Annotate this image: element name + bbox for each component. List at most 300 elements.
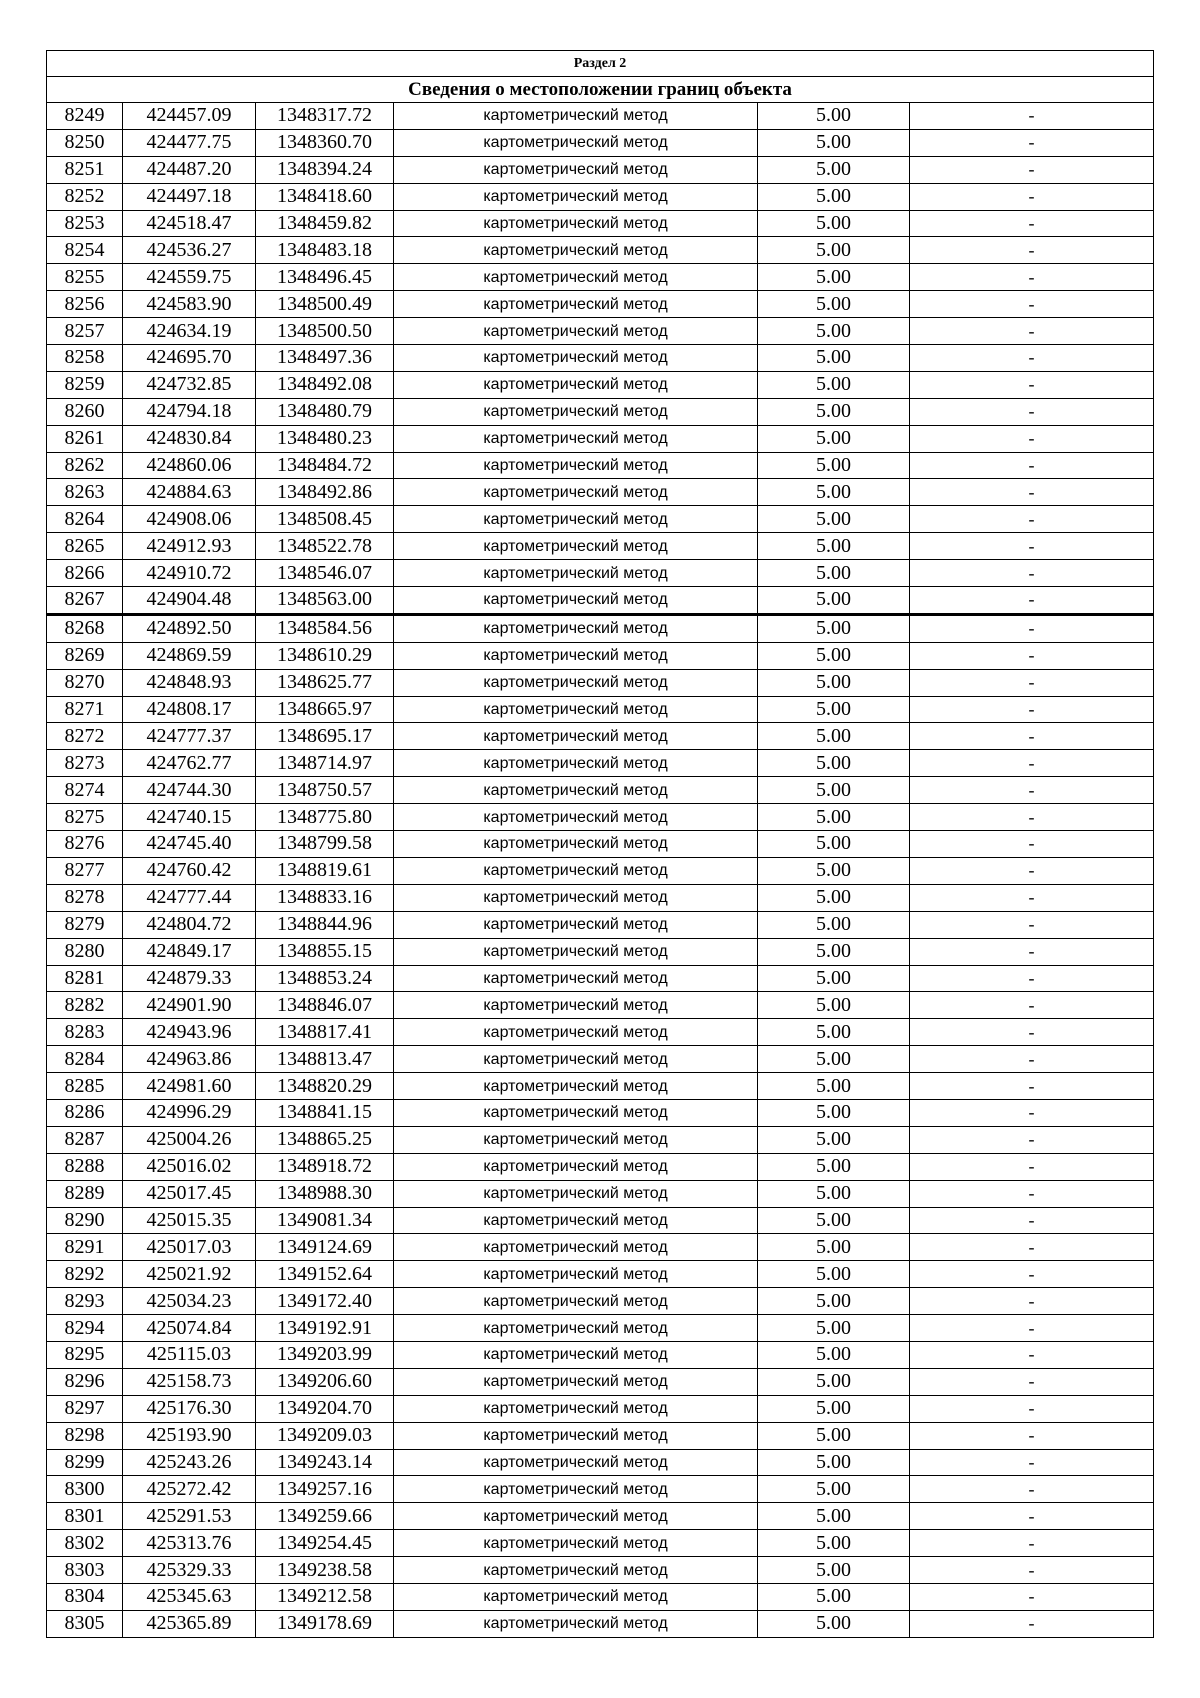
y-coordinate-cell: 1349124.69 [256, 1234, 394, 1261]
y-coordinate-cell: 1348988.30 [256, 1180, 394, 1207]
accuracy-cell: 5.00 [758, 103, 910, 130]
accuracy-cell: 5.00 [758, 831, 910, 858]
point-number-cell: 8304 [47, 1583, 123, 1610]
method-cell: картометрический метод [394, 1610, 758, 1637]
description-cell: - [910, 1046, 1154, 1073]
point-number-cell: 8265 [47, 533, 123, 560]
table-body [47, 103, 1154, 1638]
method-cell: картометрический метод [394, 1476, 758, 1503]
x-coordinate-cell: 425176.30 [123, 1395, 256, 1422]
method-cell: картометрический метод [394, 587, 758, 615]
description-cell: - [910, 479, 1154, 506]
table-row [47, 210, 1154, 237]
accuracy-cell: 5.00 [758, 560, 910, 587]
point-number-cell: 8266 [47, 560, 123, 587]
method-cell: картометрический метод [394, 318, 758, 345]
y-coordinate-cell: 1348813.47 [256, 1046, 394, 1073]
table-row [47, 1073, 1154, 1100]
point-number-cell: 8280 [47, 938, 123, 965]
method-cell: картометрический метод [394, 1073, 758, 1100]
description-cell: - [910, 560, 1154, 587]
table-row [47, 371, 1154, 398]
x-coordinate-cell: 425074.84 [123, 1315, 256, 1342]
description-cell: - [910, 1207, 1154, 1234]
description-cell: - [910, 669, 1154, 696]
x-coordinate-cell: 424760.42 [123, 857, 256, 884]
point-number-cell: 8297 [47, 1395, 123, 1422]
description-cell: - [910, 911, 1154, 938]
method-cell: картометрический метод [394, 1288, 758, 1315]
y-coordinate-cell: 1348563.00 [256, 587, 394, 615]
table-title: Сведения о местоположении границ объекта [47, 77, 1154, 103]
description-cell: - [910, 1476, 1154, 1503]
y-coordinate-cell: 1348853.24 [256, 965, 394, 992]
point-number-cell: 8263 [47, 479, 123, 506]
point-number-cell: 8254 [47, 237, 123, 264]
point-number-cell: 8260 [47, 398, 123, 425]
y-coordinate-cell: 1349212.58 [256, 1583, 394, 1610]
description-cell: - [910, 1610, 1154, 1637]
point-number-cell: 8289 [47, 1180, 123, 1207]
point-number-cell: 8274 [47, 777, 123, 804]
point-number-cell: 8302 [47, 1530, 123, 1557]
x-coordinate-cell: 424536.27 [123, 237, 256, 264]
accuracy-cell: 5.00 [758, 1288, 910, 1315]
method-cell: картометрический метод [394, 398, 758, 425]
method-cell: картометрический метод [394, 452, 758, 479]
x-coordinate-cell: 425291.53 [123, 1503, 256, 1530]
description-cell: - [910, 1583, 1154, 1610]
accuracy-cell: 5.00 [758, 1099, 910, 1126]
y-coordinate-cell: 1348496.45 [256, 264, 394, 291]
accuracy-cell: 5.00 [758, 669, 910, 696]
point-number-cell: 8271 [47, 696, 123, 723]
y-coordinate-cell: 1348480.79 [256, 398, 394, 425]
accuracy-cell: 5.00 [758, 371, 910, 398]
method-cell: картометрический метод [394, 425, 758, 452]
description-cell: - [910, 1153, 1154, 1180]
x-coordinate-cell: 425016.02 [123, 1153, 256, 1180]
accuracy-cell: 5.00 [758, 1610, 910, 1637]
method-cell: картометрический метод [394, 533, 758, 560]
method-cell: картометрический метод [394, 1180, 758, 1207]
y-coordinate-cell: 1349257.16 [256, 1476, 394, 1503]
table-row [47, 1395, 1154, 1422]
method-cell: картометрический метод [394, 264, 758, 291]
x-coordinate-cell: 424963.86 [123, 1046, 256, 1073]
method-cell: картометрический метод [394, 938, 758, 965]
accuracy-cell: 5.00 [758, 291, 910, 318]
accuracy-cell: 5.00 [758, 642, 910, 669]
method-cell: картометрический метод [394, 1126, 758, 1153]
description-cell: - [910, 210, 1154, 237]
description-cell: - [910, 1099, 1154, 1126]
y-coordinate-cell: 1348480.23 [256, 425, 394, 452]
table-row [47, 1315, 1154, 1342]
x-coordinate-cell: 424804.72 [123, 911, 256, 938]
description-cell: - [910, 156, 1154, 183]
accuracy-cell: 5.00 [758, 210, 910, 237]
point-number-cell: 8282 [47, 992, 123, 1019]
accuracy-cell: 5.00 [758, 318, 910, 345]
point-number-cell: 8268 [47, 614, 123, 642]
description-cell: - [910, 1557, 1154, 1584]
x-coordinate-cell: 424879.33 [123, 965, 256, 992]
x-coordinate-cell: 424912.93 [123, 533, 256, 560]
x-coordinate-cell: 425345.63 [123, 1583, 256, 1610]
y-coordinate-cell: 1349152.64 [256, 1261, 394, 1288]
y-coordinate-cell: 1348394.24 [256, 156, 394, 183]
description-cell: - [910, 1073, 1154, 1100]
y-coordinate-cell: 1348695.17 [256, 723, 394, 750]
accuracy-cell: 5.00 [758, 750, 910, 777]
description-cell: - [910, 183, 1154, 210]
table-row [47, 264, 1154, 291]
method-cell: картометрический метод [394, 1046, 758, 1073]
table-row [47, 398, 1154, 425]
accuracy-cell: 5.00 [758, 1046, 910, 1073]
x-coordinate-cell: 424477.75 [123, 129, 256, 156]
table-row [47, 857, 1154, 884]
method-cell: картометрический метод [394, 1557, 758, 1584]
description-cell: - [910, 614, 1154, 642]
point-number-cell: 8270 [47, 669, 123, 696]
y-coordinate-cell: 1348484.72 [256, 452, 394, 479]
y-coordinate-cell: 1349178.69 [256, 1610, 394, 1637]
method-cell: картометрический метод [394, 129, 758, 156]
table-row [47, 1234, 1154, 1261]
y-coordinate-cell: 1349203.99 [256, 1341, 394, 1368]
point-number-cell: 8275 [47, 804, 123, 831]
description-cell: - [910, 1341, 1154, 1368]
point-number-cell: 8293 [47, 1288, 123, 1315]
x-coordinate-cell: 424794.18 [123, 398, 256, 425]
method-cell: картометрический метод [394, 1395, 758, 1422]
accuracy-cell: 5.00 [758, 237, 910, 264]
description-cell: - [910, 1288, 1154, 1315]
x-coordinate-cell: 424808.17 [123, 696, 256, 723]
y-coordinate-cell: 1348492.86 [256, 479, 394, 506]
accuracy-cell: 5.00 [758, 1476, 910, 1503]
description-cell: - [910, 264, 1154, 291]
y-coordinate-cell: 1348497.36 [256, 345, 394, 372]
point-number-cell: 8249 [47, 103, 123, 130]
accuracy-cell: 5.00 [758, 156, 910, 183]
x-coordinate-cell: 424830.84 [123, 425, 256, 452]
accuracy-cell: 5.00 [758, 479, 910, 506]
table-row [47, 831, 1154, 858]
method-cell: картометрический метод [394, 156, 758, 183]
x-coordinate-cell: 425313.76 [123, 1530, 256, 1557]
point-number-cell: 8286 [47, 1099, 123, 1126]
y-coordinate-cell: 1348775.80 [256, 804, 394, 831]
accuracy-cell: 5.00 [758, 1503, 910, 1530]
x-coordinate-cell: 424518.47 [123, 210, 256, 237]
method-cell: картометрический метод [394, 237, 758, 264]
accuracy-cell: 5.00 [758, 884, 910, 911]
x-coordinate-cell: 425021.92 [123, 1261, 256, 1288]
table-row [47, 1449, 1154, 1476]
point-number-cell: 8279 [47, 911, 123, 938]
table-row [47, 642, 1154, 669]
method-cell: картометрический метод [394, 831, 758, 858]
description-cell: - [910, 696, 1154, 723]
method-cell: картометрический метод [394, 804, 758, 831]
description-cell: - [910, 452, 1154, 479]
point-number-cell: 8253 [47, 210, 123, 237]
method-cell: картометрический метод [394, 1234, 758, 1261]
description-cell: - [910, 1449, 1154, 1476]
table-row [47, 318, 1154, 345]
description-cell: - [910, 371, 1154, 398]
y-coordinate-cell: 1348844.96 [256, 911, 394, 938]
x-coordinate-cell: 424884.63 [123, 479, 256, 506]
x-coordinate-cell: 425034.23 [123, 1288, 256, 1315]
point-number-cell: 8288 [47, 1153, 123, 1180]
method-cell: картометрический метод [394, 210, 758, 237]
accuracy-cell: 5.00 [758, 1530, 910, 1557]
accuracy-cell: 5.00 [758, 1234, 910, 1261]
table-row [47, 965, 1154, 992]
x-coordinate-cell: 424457.09 [123, 103, 256, 130]
y-coordinate-cell: 1348508.45 [256, 506, 394, 533]
method-cell: картометрический метод [394, 723, 758, 750]
accuracy-cell: 5.00 [758, 506, 910, 533]
description-cell: - [910, 1315, 1154, 1342]
accuracy-cell: 5.00 [758, 533, 910, 560]
table-row [47, 1530, 1154, 1557]
point-number-cell: 8257 [47, 318, 123, 345]
accuracy-cell: 5.00 [758, 696, 910, 723]
x-coordinate-cell: 425158.73 [123, 1368, 256, 1395]
y-coordinate-cell: 1348317.72 [256, 103, 394, 130]
description-cell: - [910, 1368, 1154, 1395]
y-coordinate-cell: 1348714.97 [256, 750, 394, 777]
accuracy-cell: 5.00 [758, 264, 910, 291]
description-cell: - [910, 1261, 1154, 1288]
table-row [47, 1180, 1154, 1207]
x-coordinate-cell: 424740.15 [123, 804, 256, 831]
x-coordinate-cell: 424777.37 [123, 723, 256, 750]
table-row [47, 1583, 1154, 1610]
point-number-cell: 8281 [47, 965, 123, 992]
description-cell: - [910, 1180, 1154, 1207]
table-row [47, 992, 1154, 1019]
table-row [47, 425, 1154, 452]
table-row [47, 1019, 1154, 1046]
accuracy-cell: 5.00 [758, 398, 910, 425]
coordinates-table [46, 50, 1154, 1638]
y-coordinate-cell: 1348584.56 [256, 614, 394, 642]
method-cell: картометрический метод [394, 777, 758, 804]
accuracy-cell: 5.00 [758, 857, 910, 884]
x-coordinate-cell: 424908.06 [123, 506, 256, 533]
point-number-cell: 8250 [47, 129, 123, 156]
y-coordinate-cell: 1348459.82 [256, 210, 394, 237]
description-cell: - [910, 1126, 1154, 1153]
table-row [47, 506, 1154, 533]
method-cell: картометрический метод [394, 1341, 758, 1368]
point-number-cell: 8294 [47, 1315, 123, 1342]
table-row [47, 696, 1154, 723]
y-coordinate-cell: 1348492.08 [256, 371, 394, 398]
method-cell: картометрический метод [394, 750, 758, 777]
method-cell: картометрический метод [394, 291, 758, 318]
table-row [47, 1099, 1154, 1126]
table-row [47, 1557, 1154, 1584]
accuracy-cell: 5.00 [758, 1422, 910, 1449]
method-cell: картометрический метод [394, 669, 758, 696]
table-row [47, 938, 1154, 965]
point-number-cell: 8290 [47, 1207, 123, 1234]
y-coordinate-cell: 1348500.50 [256, 318, 394, 345]
method-cell: картометрический метод [394, 965, 758, 992]
x-coordinate-cell: 424848.93 [123, 669, 256, 696]
table-row [47, 452, 1154, 479]
y-coordinate-cell: 1348918.72 [256, 1153, 394, 1180]
method-cell: картометрический метод [394, 1153, 758, 1180]
method-cell: картометрический метод [394, 1315, 758, 1342]
x-coordinate-cell: 424777.44 [123, 884, 256, 911]
table-row [47, 1126, 1154, 1153]
point-number-cell: 8272 [47, 723, 123, 750]
y-coordinate-cell: 1348846.07 [256, 992, 394, 1019]
method-cell: картометрический метод [394, 696, 758, 723]
point-number-cell: 8264 [47, 506, 123, 533]
section-heading: Раздел 2 [47, 51, 1154, 77]
accuracy-cell: 5.00 [758, 1368, 910, 1395]
point-number-cell: 8284 [47, 1046, 123, 1073]
y-coordinate-cell: 1349206.60 [256, 1368, 394, 1395]
accuracy-cell: 5.00 [758, 425, 910, 452]
x-coordinate-cell: 424732.85 [123, 371, 256, 398]
point-number-cell: 8252 [47, 183, 123, 210]
method-cell: картометрический метод [394, 371, 758, 398]
accuracy-cell: 5.00 [758, 1207, 910, 1234]
description-cell: - [910, 777, 1154, 804]
description-cell: - [910, 237, 1154, 264]
y-coordinate-cell: 1349238.58 [256, 1557, 394, 1584]
method-cell: картометрический метод [394, 1099, 758, 1126]
x-coordinate-cell: 424583.90 [123, 291, 256, 318]
table-row [47, 750, 1154, 777]
table-row [47, 614, 1154, 642]
table-row [47, 1476, 1154, 1503]
method-cell: картометрический метод [394, 992, 758, 1019]
description-cell: - [910, 723, 1154, 750]
table-row [47, 884, 1154, 911]
table-row [47, 723, 1154, 750]
table-row [47, 1610, 1154, 1637]
accuracy-cell: 5.00 [758, 723, 910, 750]
accuracy-cell: 5.00 [758, 1583, 910, 1610]
point-number-cell: 8269 [47, 642, 123, 669]
description-cell: - [910, 587, 1154, 615]
table-row [47, 103, 1154, 130]
description-cell: - [910, 291, 1154, 318]
table-row [47, 1341, 1154, 1368]
accuracy-cell: 5.00 [758, 1153, 910, 1180]
description-cell: - [910, 857, 1154, 884]
method-cell: картометрический метод [394, 911, 758, 938]
description-cell: - [910, 1395, 1154, 1422]
table-row [47, 1207, 1154, 1234]
table-row [47, 911, 1154, 938]
x-coordinate-cell: 424634.19 [123, 318, 256, 345]
point-number-cell: 8283 [47, 1019, 123, 1046]
method-cell: картометрический метод [394, 884, 758, 911]
point-number-cell: 8273 [47, 750, 123, 777]
x-coordinate-cell: 424901.90 [123, 992, 256, 1019]
x-coordinate-cell: 425017.03 [123, 1234, 256, 1261]
point-number-cell: 8298 [47, 1422, 123, 1449]
method-cell: картометрический метод [394, 345, 758, 372]
method-cell: картометрический метод [394, 1261, 758, 1288]
table-row [47, 345, 1154, 372]
description-cell: - [910, 1530, 1154, 1557]
x-coordinate-cell: 425004.26 [123, 1126, 256, 1153]
y-coordinate-cell: 1348819.61 [256, 857, 394, 884]
description-cell: - [910, 318, 1154, 345]
description-cell: - [910, 884, 1154, 911]
method-cell: картометрический метод [394, 1422, 758, 1449]
description-cell: - [910, 1234, 1154, 1261]
x-coordinate-cell: 425017.45 [123, 1180, 256, 1207]
method-cell: картометрический метод [394, 1449, 758, 1476]
accuracy-cell: 5.00 [758, 992, 910, 1019]
x-coordinate-cell: 425015.35 [123, 1207, 256, 1234]
y-coordinate-cell: 1348750.57 [256, 777, 394, 804]
point-number-cell: 8292 [47, 1261, 123, 1288]
accuracy-cell: 5.00 [758, 804, 910, 831]
point-number-cell: 8287 [47, 1126, 123, 1153]
y-coordinate-cell: 1349243.14 [256, 1449, 394, 1476]
accuracy-cell: 5.00 [758, 614, 910, 642]
point-number-cell: 8262 [47, 452, 123, 479]
x-coordinate-cell: 424943.96 [123, 1019, 256, 1046]
description-cell: - [910, 938, 1154, 965]
y-coordinate-cell: 1348817.41 [256, 1019, 394, 1046]
description-cell: - [910, 965, 1154, 992]
accuracy-cell: 5.00 [758, 1315, 910, 1342]
table-row [47, 237, 1154, 264]
description-cell: - [910, 831, 1154, 858]
description-cell: - [910, 129, 1154, 156]
table-row [47, 1422, 1154, 1449]
point-number-cell: 8278 [47, 884, 123, 911]
y-coordinate-cell: 1349081.34 [256, 1207, 394, 1234]
accuracy-cell: 5.00 [758, 1341, 910, 1368]
y-coordinate-cell: 1348500.49 [256, 291, 394, 318]
y-coordinate-cell: 1348820.29 [256, 1073, 394, 1100]
x-coordinate-cell: 424904.48 [123, 587, 256, 615]
method-cell: картометрический метод [394, 103, 758, 130]
description-cell: - [910, 103, 1154, 130]
point-number-cell: 8299 [47, 1449, 123, 1476]
table-row [47, 479, 1154, 506]
y-coordinate-cell: 1349209.03 [256, 1422, 394, 1449]
method-cell: картометрический метод [394, 183, 758, 210]
description-cell: - [910, 1422, 1154, 1449]
x-coordinate-cell: 424869.59 [123, 642, 256, 669]
x-coordinate-cell: 425272.42 [123, 1476, 256, 1503]
y-coordinate-cell: 1349254.45 [256, 1530, 394, 1557]
y-coordinate-cell: 1348418.60 [256, 183, 394, 210]
accuracy-cell: 5.00 [758, 1073, 910, 1100]
point-number-cell: 8267 [47, 587, 123, 615]
table-row [47, 669, 1154, 696]
table-row [47, 533, 1154, 560]
